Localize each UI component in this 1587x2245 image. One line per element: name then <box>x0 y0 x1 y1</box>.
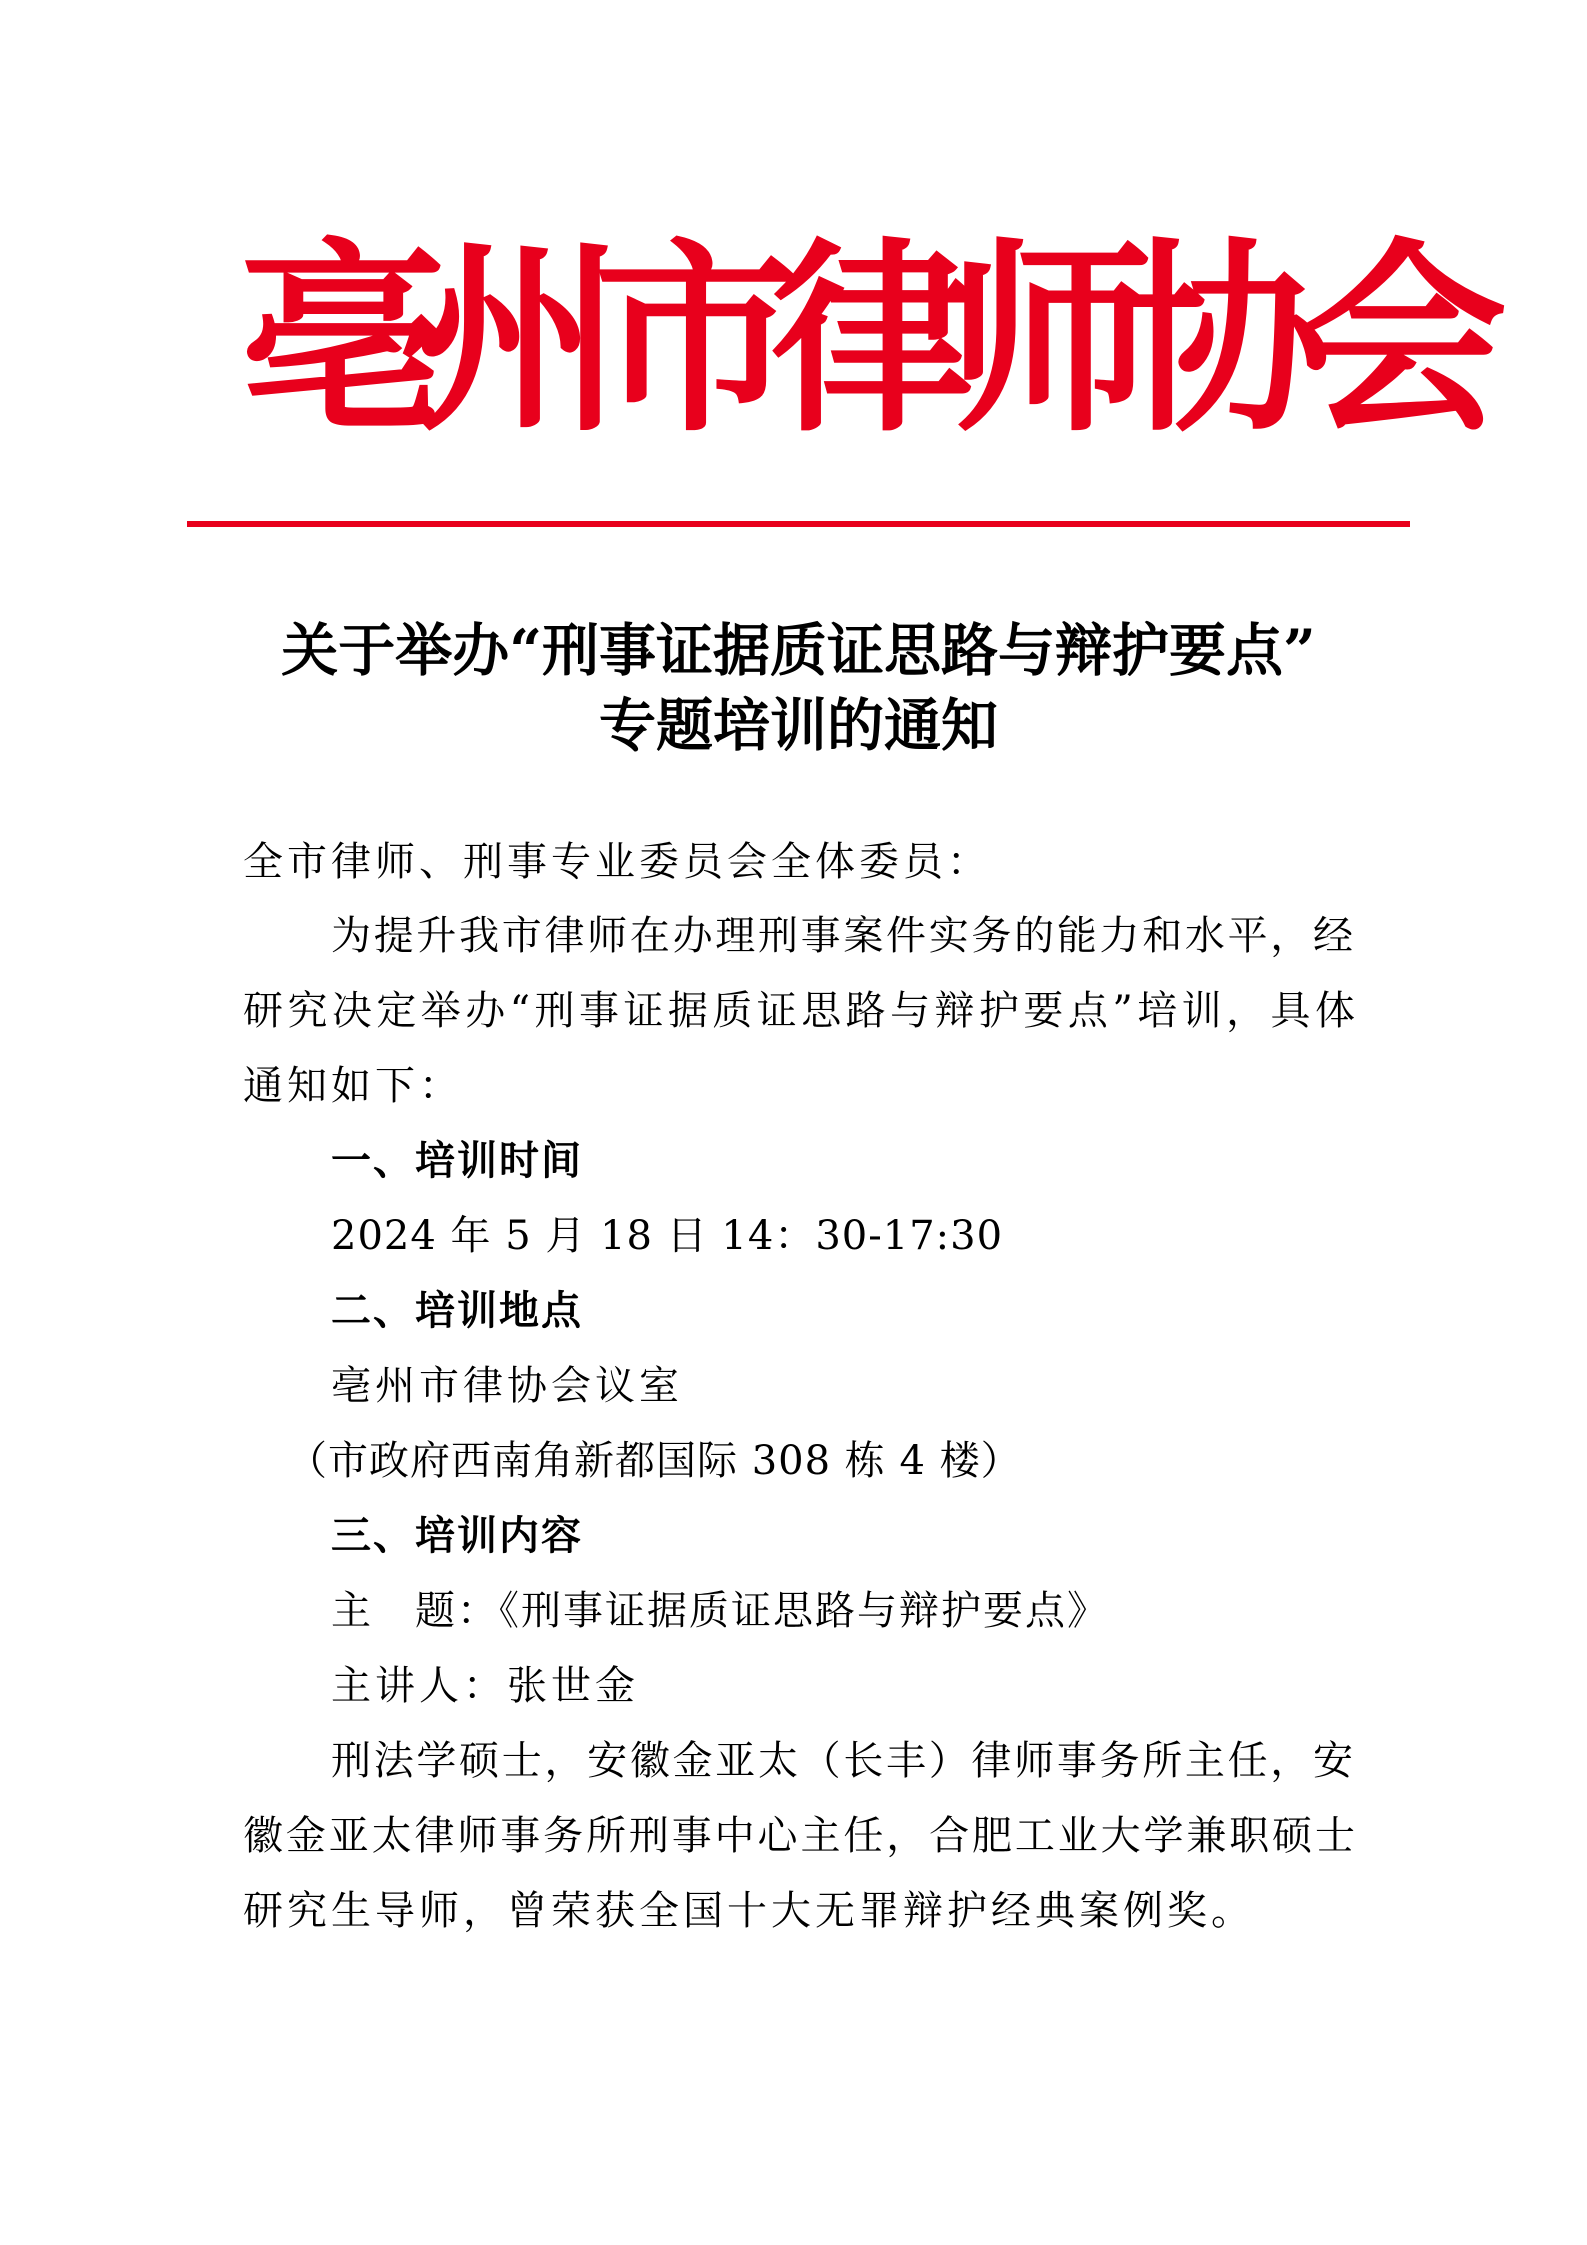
training-time: 2024 年 5 月 18 日 14：30-17:30 <box>331 1213 1004 1259</box>
red-divider-line <box>187 521 1410 527</box>
section-heading-time: 一、培训时间 <box>331 1138 583 1184</box>
intro-paragraph-line-1: 为提升我市律师在办理刑事案件实务的能力和水平，经 <box>331 913 1353 959</box>
intro-paragraph-line-3: 通知如下： <box>243 1063 463 1109</box>
section-heading-content: 三、培训内容 <box>331 1513 583 1559</box>
speaker: 主讲人：张世金 <box>331 1663 639 1709</box>
training-place: 亳州市律协会议室 <box>331 1363 683 1409</box>
organization-header: 亳州市律师协会 <box>240 220 1479 460</box>
speaker-bio-line-1: 刑法学硕士，安徽金亚太（长丰）律师事务所主任，安 <box>331 1738 1353 1784</box>
notice-title-line-2: 专题培训的通知 <box>599 692 998 759</box>
notice-title-line-1: 关于举办“刑事证据质证思路与辩护要点” <box>281 617 1316 684</box>
training-place-detail: （市政府西南角新都国际 308 栋 4 楼） <box>287 1438 1022 1484</box>
salutation: 全市律师、刑事专业委员会全体委员： <box>243 839 991 885</box>
section-heading-place: 二、培训地点 <box>331 1288 583 1334</box>
training-topic: 主 题：《刑事证据质证思路与辩护要点》 <box>331 1588 1109 1634</box>
speaker-bio-line-2: 徽金亚太律师事务所刑事中心主任，合肥工业大学兼职硕士 <box>243 1813 1355 1859</box>
speaker-bio-line-3: 研究生导师，曾荣获全国十大无罪辩护经典案例奖。 <box>243 1888 1255 1934</box>
intro-paragraph-line-2: 研究决定举办“刑事证据质证思路与辩护要点”培训，具体 <box>243 988 1355 1034</box>
